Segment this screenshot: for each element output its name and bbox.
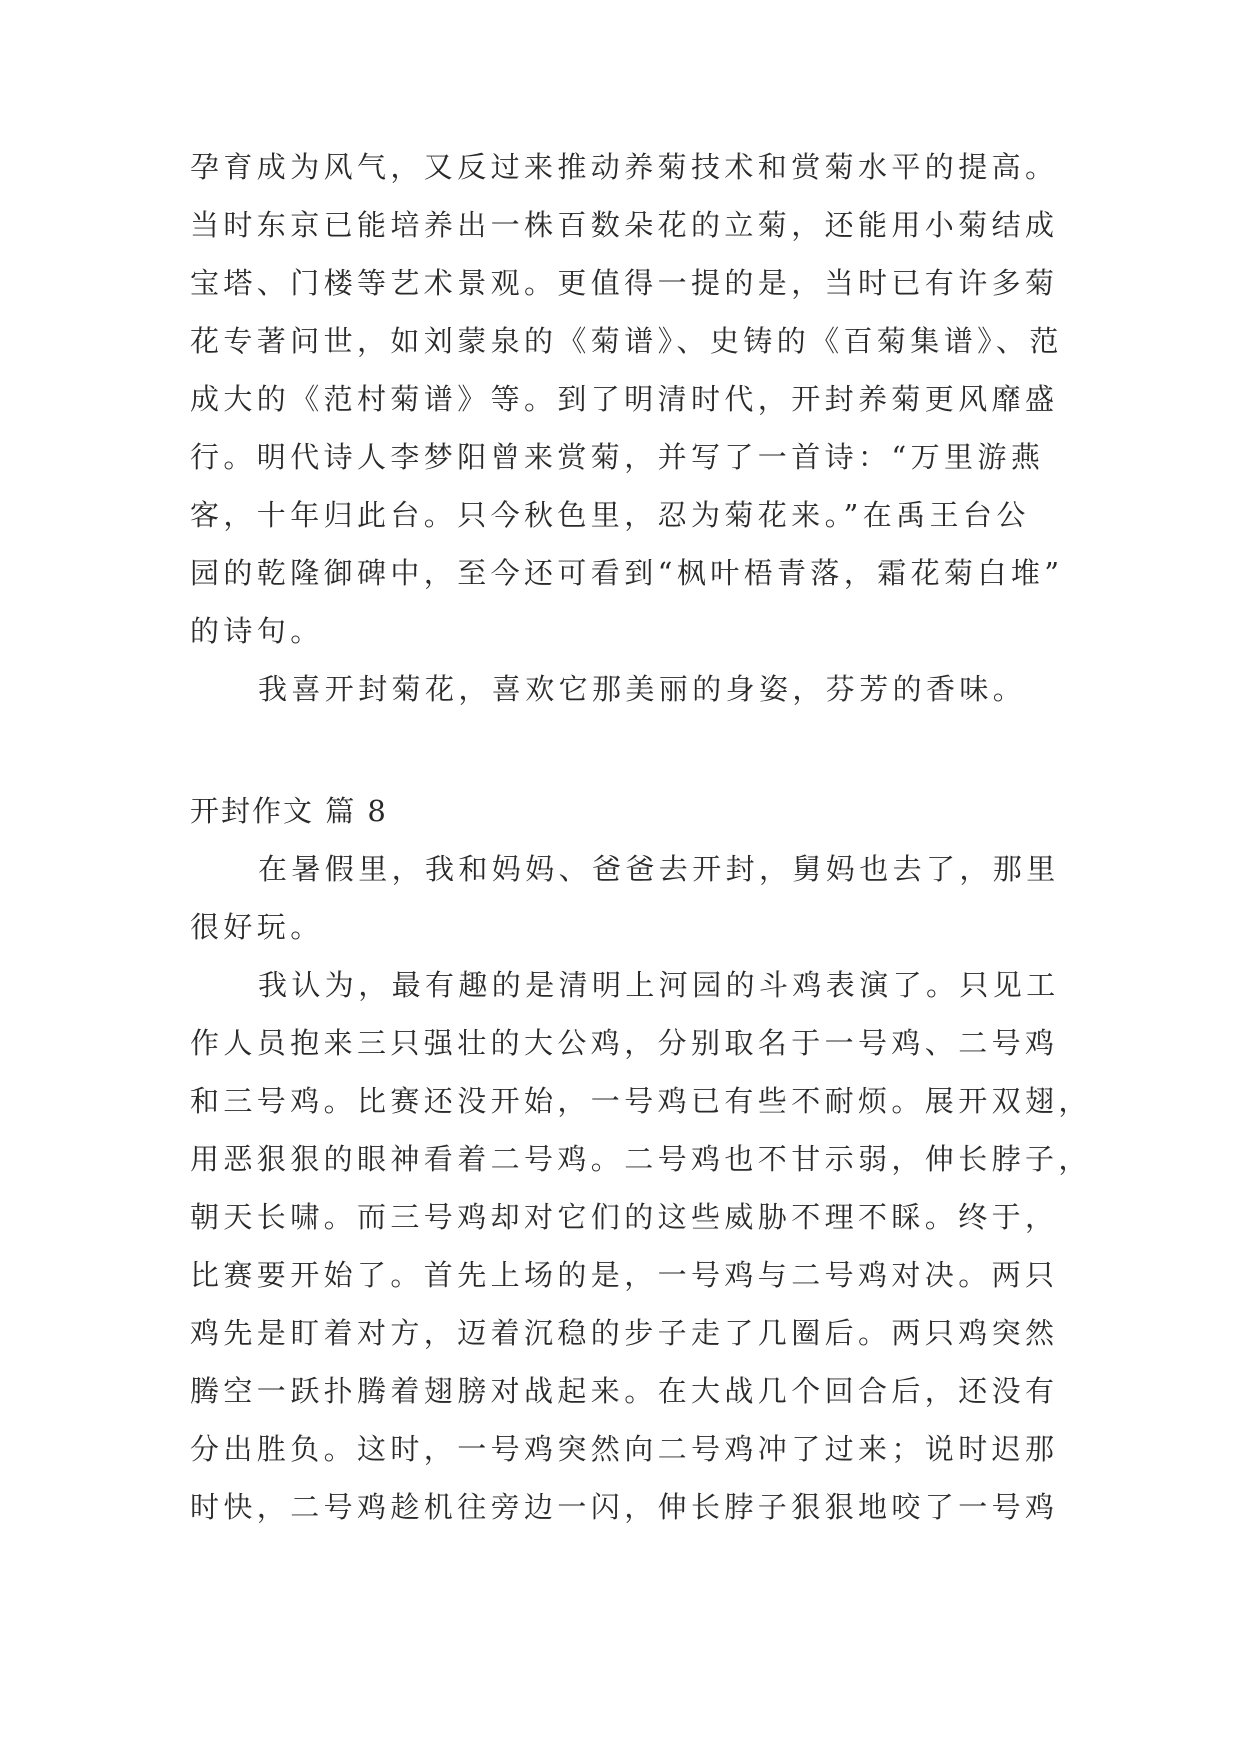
essay-heading: 开封作文 篇 8 [190, 794, 388, 828]
paragraph-line: 朝天长啸。而三号鸡却对它们的这些威胁不理不睬。终于， [190, 1200, 1059, 1234]
paragraph-line: 用恶狠狠的眼神看着二号鸡。二号鸡也不甘示弱，伸长脖子， [190, 1142, 1092, 1176]
paragraph-line: 客，十年归此台。只今秋色里，忍为菊花来。”在禹王台公 [190, 498, 1030, 532]
paragraph-line: 时快，二号鸡趁机往旁边一闪，伸长脖子狠狠地咬了一号鸡 [190, 1490, 1059, 1524]
paragraph-line: 花专著问世，如刘蒙泉的《菊谱》、史铸的《百菊集谱》、范 [190, 324, 1063, 358]
paragraph-line: 行。明代诗人李梦阳曾来赏菊，并写了一首诗：“万里游燕 [190, 440, 1045, 474]
paragraph-line: 当时东京已能培养出一株百数朵花的立菊，还能用小菊结成 [190, 208, 1059, 242]
paragraph-line: 很好玩。 [190, 910, 324, 944]
paragraph-line: 成大的《范村菊谱》等。到了明清时代，开封养菊更风靡盛 [190, 382, 1059, 416]
paragraph-line: 的诗句。 [190, 614, 324, 648]
paragraph-line: 宝塔、门楼等艺术景观。更值得一提的是，当时已有许多菊 [190, 266, 1059, 300]
paragraph-line: 在暑假里，我和妈妈、爸爸去开封，舅妈也去了，那里 [258, 852, 1060, 886]
paragraph-line: 和三号鸡。比赛还没开始，一号鸡已有些不耐烦。展开双翅， [190, 1084, 1092, 1118]
paragraph-line: 园的乾隆御碑中，至今还可看到“枫叶梧青落，霜花菊白堆” [190, 556, 1064, 590]
paragraph-line: 作人员抱来三只强壮的大公鸡，分别取名于一号鸡、二号鸡 [190, 1026, 1059, 1060]
paragraph-line: 腾空一跃扑腾着翅膀对战起来。在大战几个回合后，还没有 [190, 1374, 1059, 1408]
paragraph-line: 我认为，最有趣的是清明上河园的斗鸡表演了。只见工 [258, 968, 1060, 1002]
paragraph-line: 比赛要开始了。首先上场的是，一号鸡与二号鸡对决。两只 [190, 1258, 1059, 1292]
essay-7-continuation [190, 138, 1070, 718]
paragraph-line: 鸡先是盯着对方，迈着沉稳的步子走了几圈后。两只鸡突然 [190, 1316, 1059, 1350]
paragraph-line: 分出胜负。这时，一号鸡突然向二号鸡冲了过来；说时迟那 [190, 1432, 1059, 1466]
essay-8 [190, 782, 1092, 1536]
closing-paragraph: 我喜开封菊花，喜欢它那美丽的身姿，芬芳的香味。 [258, 672, 1027, 706]
paragraph-line: 孕育成为风气，又反过来推动养菊技术和赏菊水平的提高。 [190, 150, 1059, 184]
